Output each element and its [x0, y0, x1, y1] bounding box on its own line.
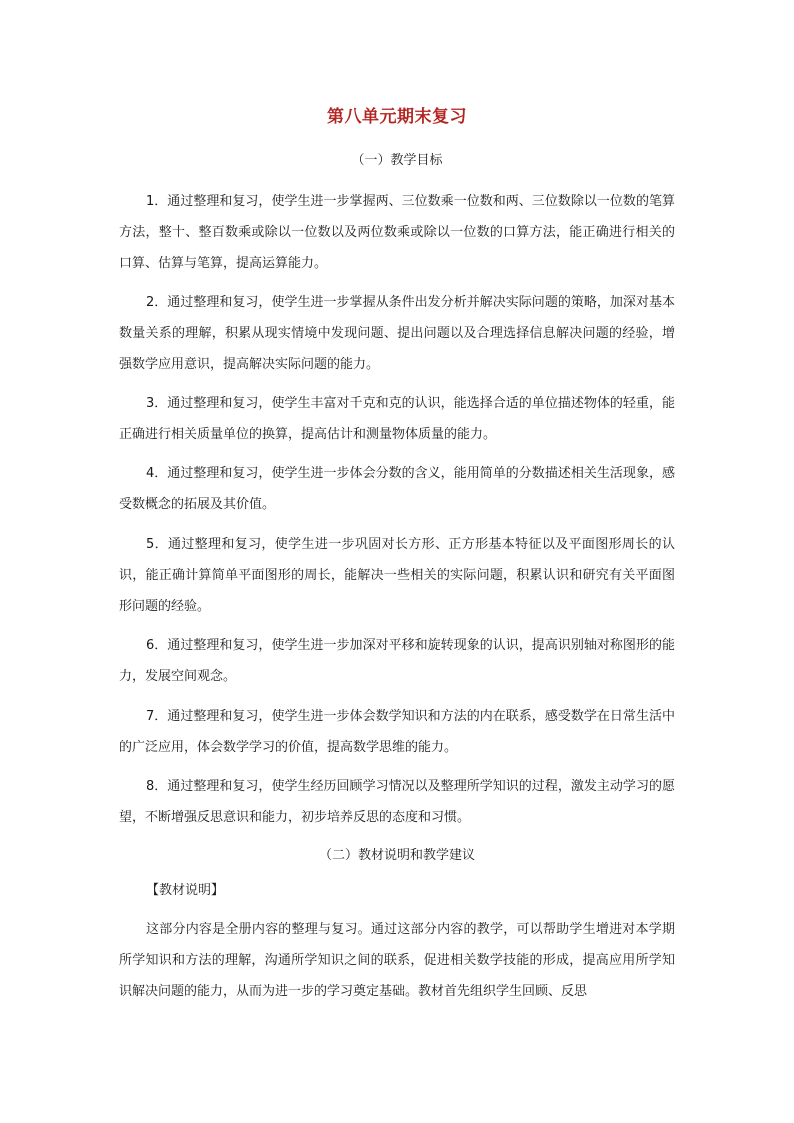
goal-item-8: 8．通过整理和复习，使学生经历回顾学习情况以及整理所学知识的过程，激发主动学习的愿望，不断增强反思意识和能力，初步培养反思的态度和习惯。 [119, 779, 675, 825]
materials-paragraph: 这部分内容是全册内容的整理与复习。通过这部分内容的教学，可以帮助学生增进对本学期所学知识和方法的理解，沟通所学知识之间的联系，促进相关数学技能的形成，提高应用所学知识解决问题的能力，从而为进一步的学习奠定基础。教材首先组织学生回顾、反思 [119, 922, 675, 999]
materials-label: 【教材说明】 [146, 883, 225, 898]
section-heading-teaching-goals: （一）教学目标 [351, 153, 443, 168]
goal-item-2: 2．通过整理和复习，使学生进一步掌握从条件出发分析并解决实际问题的策略，加深对基本数量关系的理解，积累从现实情境中发现问题、提出问题以及合理选择信息解决问题的经验，增强数学应用意识，提高解决实际问题的能力。 [119, 295, 675, 372]
document-title: 第八单元期末复习 [327, 107, 467, 127]
goal-item-4: 4．通过整理和复习，使学生进一步体会分数的含义，能用简单的分数描述相关生活现象，感受数概念的拓展及其价值。 [119, 466, 675, 512]
goal-item-7: 7．通过整理和复习，使学生进一步体会数学知识和方法的内在联系，感受数学在日常生活中的广泛应用，体会数学学习的价值，提高数学思维的能力。 [119, 709, 675, 755]
goal-item-3: 3．通过整理和复习，使学生丰富对千克和克的认识，能选择合适的单位描述物体的轻重，能正确进行相关质量单位的换算，提高估计和测量物体质量的能力。 [119, 396, 675, 442]
goal-item-1: 1．通过整理和复习，使学生进一步掌握两、三位数乘一位数和两、三位数除以一位数的笔算方法，整十、整百数乘或除以一位数以及两位数乘或除以一位数的口算方法，能正确进行相关的口算、估算与笔算，提高运算能力。 [119, 194, 675, 271]
goal-item-5: 5．通过整理和复习，使学生进一步巩固对长方形、正方形基本特征以及平面图形周长的认识，能正确计算简单平面图形的周长，能解决一些相关的实际问题，积累认识和研究有关平面图形问题的经验。 [119, 537, 675, 614]
goal-item-6: 6．通过整理和复习，使学生进一步加深对平移和旋转现象的认识，提高识别轴对称图形的能力，发展空间观念。 [119, 638, 675, 684]
section-heading-materials: （二）教材说明和教学建议 [318, 848, 475, 863]
